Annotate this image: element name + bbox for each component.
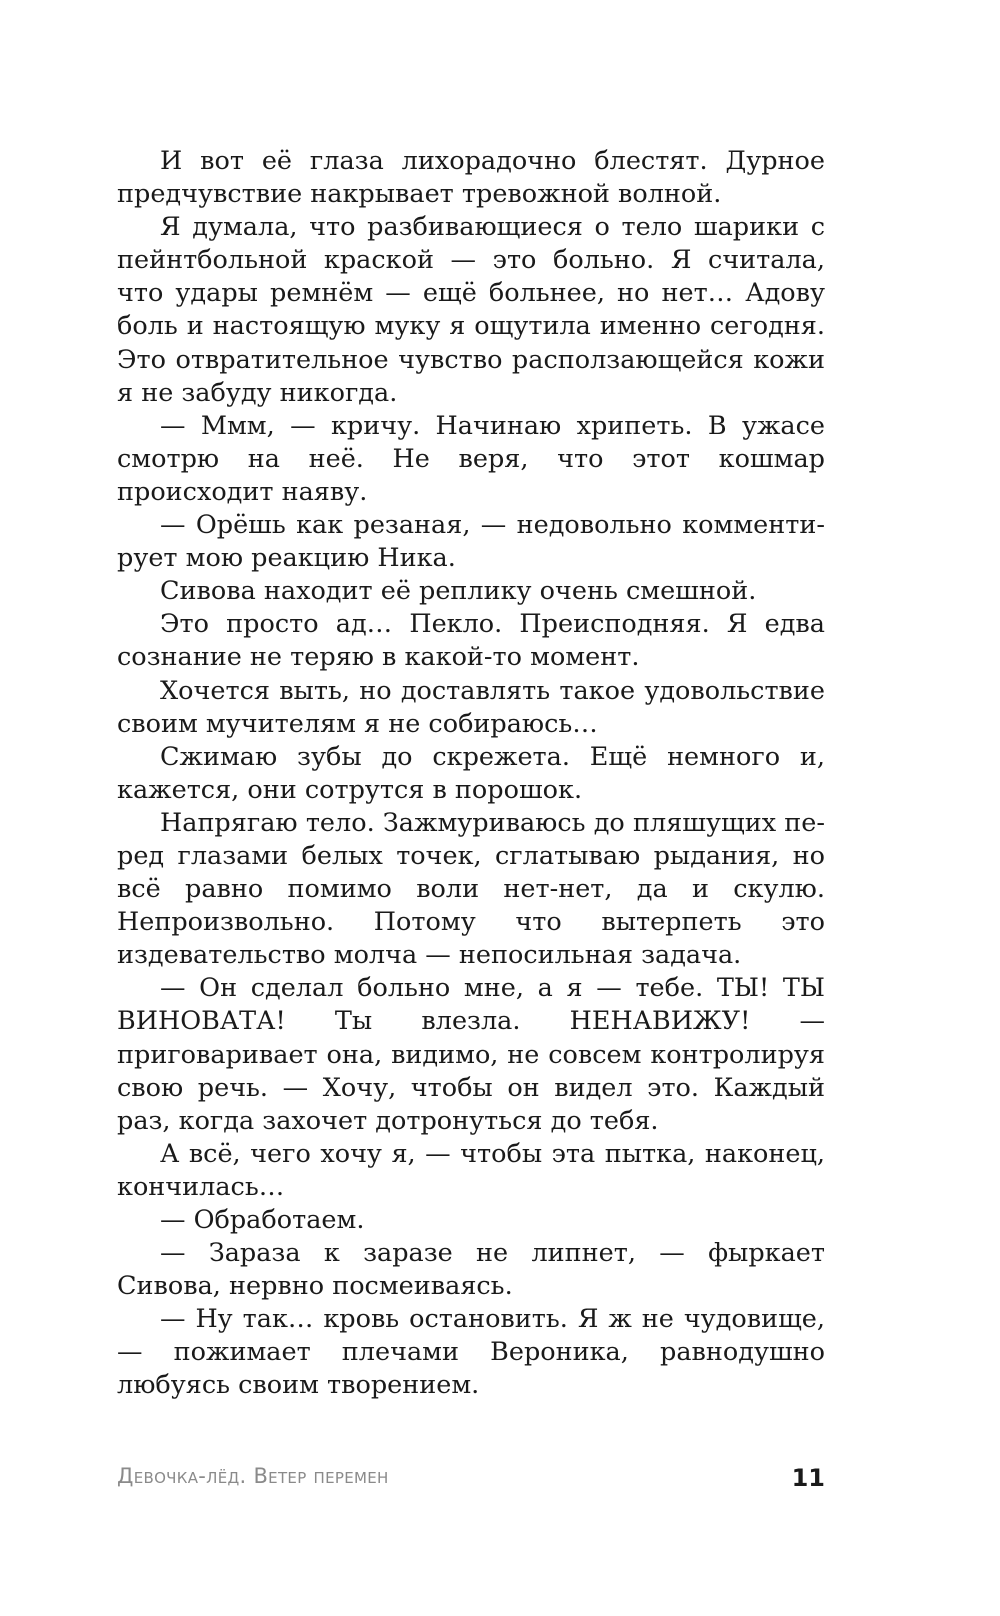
running-title: Девочка-лёд. Ветер перемен xyxy=(117,1464,389,1488)
paragraph-3: — Ммм, — кричу. Начинаю хрипеть. В ужасе смотрю на неё. Не веря, что этот кошмар происходит наяву. xyxy=(117,410,825,507)
paragraph-2: Я думала, что разбивающиеся о тело шарики с пейнтбольной краской — это больно. Я считала, что удары ремнём — ещё больнее, но нет… Адову боль и настоящую муку я ощутила именно сегодня. Это отвратительное чувство расползающейся кожи я не забуду никогда. xyxy=(117,212,825,408)
paragraph-9: Напрягаю тело. Зажмуриваюсь до пляшущих перед глазами белых точек, сглатываю рыдания, но всё равно помимо воли нет-нет, да и скулю. Непроизвольно. Потому что вытерпеть это издевательство молча — непосильная задача. xyxy=(117,807,825,971)
paragraph-8: Сжимаю зубы до скрежета. Ещё немного и, кажется, они сотрутся в порошок. xyxy=(117,741,825,805)
page-footer xyxy=(117,1464,825,1500)
paragraph-11: А всё, чего хочу я, — чтобы эта пытка, наконец, кончилась… xyxy=(117,1138,825,1202)
paragraph-7: Хочется выть, но доставлять такое удовольствие своим мучителям я не собираюсь… xyxy=(117,675,825,739)
paragraph-10: — Он сделал больно мне, а я — тебе. ТЫ! ТЫ ВИНОВАТА! Ты влезла. НЕНАВИЖУ! — приговаривает она, видимо, не совсем контролируя свою речь. — Хочу, чтобы он видел это. Каждый раз, когда захочет дотронуться до тебя. xyxy=(117,973,825,1136)
paragraph-5: Сивова находит её реплику очень смешной. xyxy=(160,576,757,607)
paragraph-12: — Обработаем. xyxy=(160,1205,365,1235)
body-text xyxy=(117,145,825,1403)
page-number: 11 xyxy=(791,1464,825,1492)
paragraph-14: — Ну так… кровь остановить. Я ж не чудовище, — пожимает плечами Вероника, равнодушно любуясь своим творением. xyxy=(117,1304,825,1401)
paragraph-6: Это просто ад… Пекло. Преисподняя. Я едва сознание не теряю в какой-то момент. xyxy=(117,609,825,673)
paragraph-1: И вот её глаза лихорадочно блестят. Дурное предчувствие накрывает тревожной волной. xyxy=(117,146,825,210)
paragraph-13: — Зараза к заразе не липнет, — фыркает Сивова, нервно посмеиваясь. xyxy=(117,1238,825,1302)
paragraph-4: — Орёшь как резаная, — недовольно комментирует мою реакцию Ника. xyxy=(117,510,825,574)
